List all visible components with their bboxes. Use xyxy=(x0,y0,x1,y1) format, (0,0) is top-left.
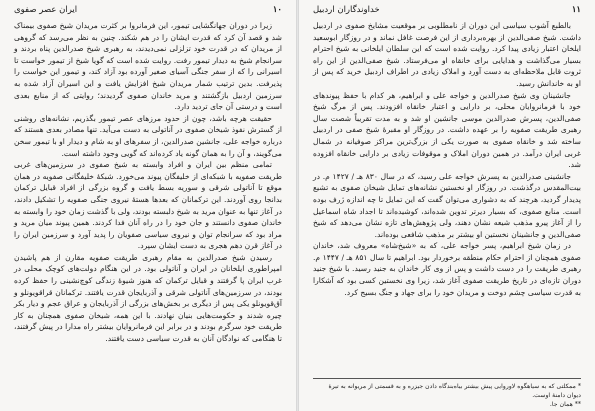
left-paragraph-4: رسیدن شیخ صدرالدین به مقام رهبری طریقت صفویه مقارن از هم پاشیدن امپراطوری ایلخانان در ایران و آناتولی بود. در این هنگام دولت‌های کوچک محلی در غرب ایران پا گرفتند و قبایل ترکمان که هنوز شیوهٔ زندگی کوچ‌نشینی را حفظ کرده بودند، در سرزمین‌های آناتولی شرقی و آذربایجان قدرت یافتند. ترکمانان قراقویونلو و آق‌قویونلو یکی پس از دیگری بر بخش‌های بزرگی از آذربایجان و عراق عجم و دیار بکر چیره شدند و حکومت‌هایی بنیان نهادند. با این همه، شیخان صفوی همچنان به کار طریقت خود سرگرم بودند و در برابر این فرمانروایان بیشتر راه مدارا در پیش گرفتند، تا هنگامی که نوادگان آنان به قدرت سیاسی دست یافتند. xyxy=(14,252,282,344)
right-page-number: ۱۱ xyxy=(571,5,581,15)
right-paragraph-1: بالطبع آشوب سیاسی این دوران از نامطلوبی بر موقعیت مشایخ صفوی در اردبیل داشت. شیخ صفی‌الدین از بهره‌برداری از این فرصت غافل نماند و در روزگار ابوسعید ایلخان اعتبار زیادی پیدا کرد. روایت شده است که این سلطان ایلخانی به شیخ احترام بسیار می‌گذاشت و هدایایی برای خانقاه او می‌فرستاد. شیخ صفی‌الدین از این راه ثروت قابل ملاحظه‌ای به دست آورد و املاک زیادی در اطراف اردبیل خرید که پس از او به خاندانش رسید. xyxy=(313,21,581,88)
left-page-number: ۱۰ xyxy=(272,5,282,15)
footnote-2: ** همان جا. xyxy=(549,401,581,408)
right-running-title: خداوندگاران اردبیل xyxy=(313,5,380,15)
right-paragraph-3: جانشینی صدرالدین به پسرش خواجه علی رسید، که در سال ۸۳۰ هـ / ۱۴۲۷ م. در بیت‌المقدس درگذشت. در روزگار او نخستین نشانه‌های تمایل شیخان صفوی به تشیع پدیدار گردید، هرچند که به دشواری می‌توان گفت که این تمایل تا چه اندازه ژرف بوده است. منابع صفوی، که بسیار دیرتر تدوین شده‌اند، کوشیده‌اند تا اجداد شاه اسماعیل را از آغاز پیرو مذهب شیعه نشان دهند، ولی پژوهش‌های تازه نشان می‌دهد که شیخ صفی‌الدین و جانشینان نخستین او بیشتر بر مذهب شافعی بوده‌اند. xyxy=(313,171,581,239)
right-paragraph-4: در زمان شیخ ابراهیم، پسر خواجه علی، که به «شیخ‌شاه» معروف شد، خاندان صفوی همچنان از احترام حکام منطقه برخوردار بود. ابراهیم تا سال ۸۵۱ هـ / ۱۴۴۷ م. رهبری طریقت را در دست داشت و پس از وی کار خاندان به جنید رسید. با شیخ جنید دوران تازه‌ای در تاریخ طریقت صفوی آغاز شد، زیرا وی نخستین کسی بود که آشکارا به قدرت سیاسی چشم دوخت و مریدان خود را برای جهاد و جنگ بسیج کرد. xyxy=(313,241,581,297)
footnote-rule xyxy=(313,378,581,379)
right-paragraph-2: جانشینان وی شیخ صدرالدین و خواجه علی و ابراهیم، هر کدام با حفظ پیوندهای خود با فرمانروایان محلی، بر دارایی و اعتبار خانقاه افزودند. پس از مرگ شیخ صفی‌الدین، پسرش صدرالدین موسی جانشین او شد و به مدت تقریباً شصت سال رهبری طریقت صفویه را بر عهده داشت. در روزگار او مقبرهٔ شیخ صفی در اردبیل ساخته شد و خانقاه صفوی به صورت یکی از بزرگ‌ترین مراکز صوفیانه در شمال غربی ایران درآمد. در همین دوران املاک و موقوفات زیادی بر دارایی خانقاه افزوده شد. xyxy=(313,90,581,170)
left-page-header xyxy=(14,4,282,16)
left-page xyxy=(0,0,296,411)
right-page-header xyxy=(313,4,581,16)
footnote-1: * ممکلتی که به سیاهگوه‌ لاوروایی پیش‌ بیشتر بیاه‌بندگاه‌ دادن جیزره و به قسمتی از مریوانه به تیرهٔ دیوان دامنهٔ اوست. xyxy=(328,383,581,399)
right-page-body xyxy=(313,20,581,298)
right-page xyxy=(299,0,595,411)
footnotes xyxy=(313,382,581,409)
left-paragraph-3: تمامی منظم بین ایران و افراد وابسته به شیخ صفوی در سرزمین‌های غربی طریقت صفویه با شبکه‌ای از خلیفگان پیوند می‌خورد. شبکهٔ خلیفگانی صفویه در همان موقع تا آناتولی شرقی و سوریه بسط یافت و گروه بزرگی از افراد قبایل ترکمان بدانجا روی آوردند. این ترکمانان که بعدها هستهٔ نیروی جنگی صفویه را تشکیل دادند، در آغاز تنها به عنوان مرید به شیخ دلبسته بودند، ولی با گذشت زمان خود را وابسته به خاندان صفوی دانستند و جان خود را در راه آنان فدا کردند. همین پیوند میان مرید و مراد بود که سرانجام توان و نیروی سیاسی صفویان را پدید آورد و سرزمین ایران را در آغاز قرن دهم هجری به دست ایشان سپرد. xyxy=(14,160,282,251)
left-paragraph-2: حقیقت هرچه باشد، چون از حدود مرزهای عصر تیمور بگذریم، نشانه‌های روشنی از گسترش نفوذ شیخان صفوی در آناتولی به دست می‌آید. تنها مصادر بعدی هستند که درباره خواجه علی، جانشین صدرالدین، از سفرهای او به شام و دیدار او با تیمور سخن می‌گویند، و آن را به همان گونه یاد کرده‌اند که گویی وجود داشته است. xyxy=(14,113,282,158)
left-paragraph-1: زیرا در دوران جهانگشایی تیمور، این فرمانروا بر کثرت مریدان شیخ صفوی بیمناک شد و قصد آن کرد که قدرت ایشان را در هم شکند. چنین به نظر می‌رسد که گروهی از مریدان که در قدرت خود تزلزلی نمی‌دیدند، به رهبری شیخ صدرالدین پناه بردند و سرانجام شیخ به دیدار تیمور رفت. روایت شده است که گویا شیخ از تیمور خواست تا اسیرانی را که از سفر جنگی آسیای صغیر آورده بود آزاد کند، و تیمور این خواست را پذیرفت. بدین ترتیب شمار مریدان شیخ افزایش یافت و این اسیران آزاد شده به سرزمین اردبیل بازگشتند و مرید خاندان صفوی گردیدند؛ روایتی که از منابع بعدی است و درستی آن جای تردید دارد. xyxy=(14,21,282,112)
left-running-title: ایران عصر صفوی xyxy=(14,5,78,15)
left-page-body xyxy=(14,20,282,345)
